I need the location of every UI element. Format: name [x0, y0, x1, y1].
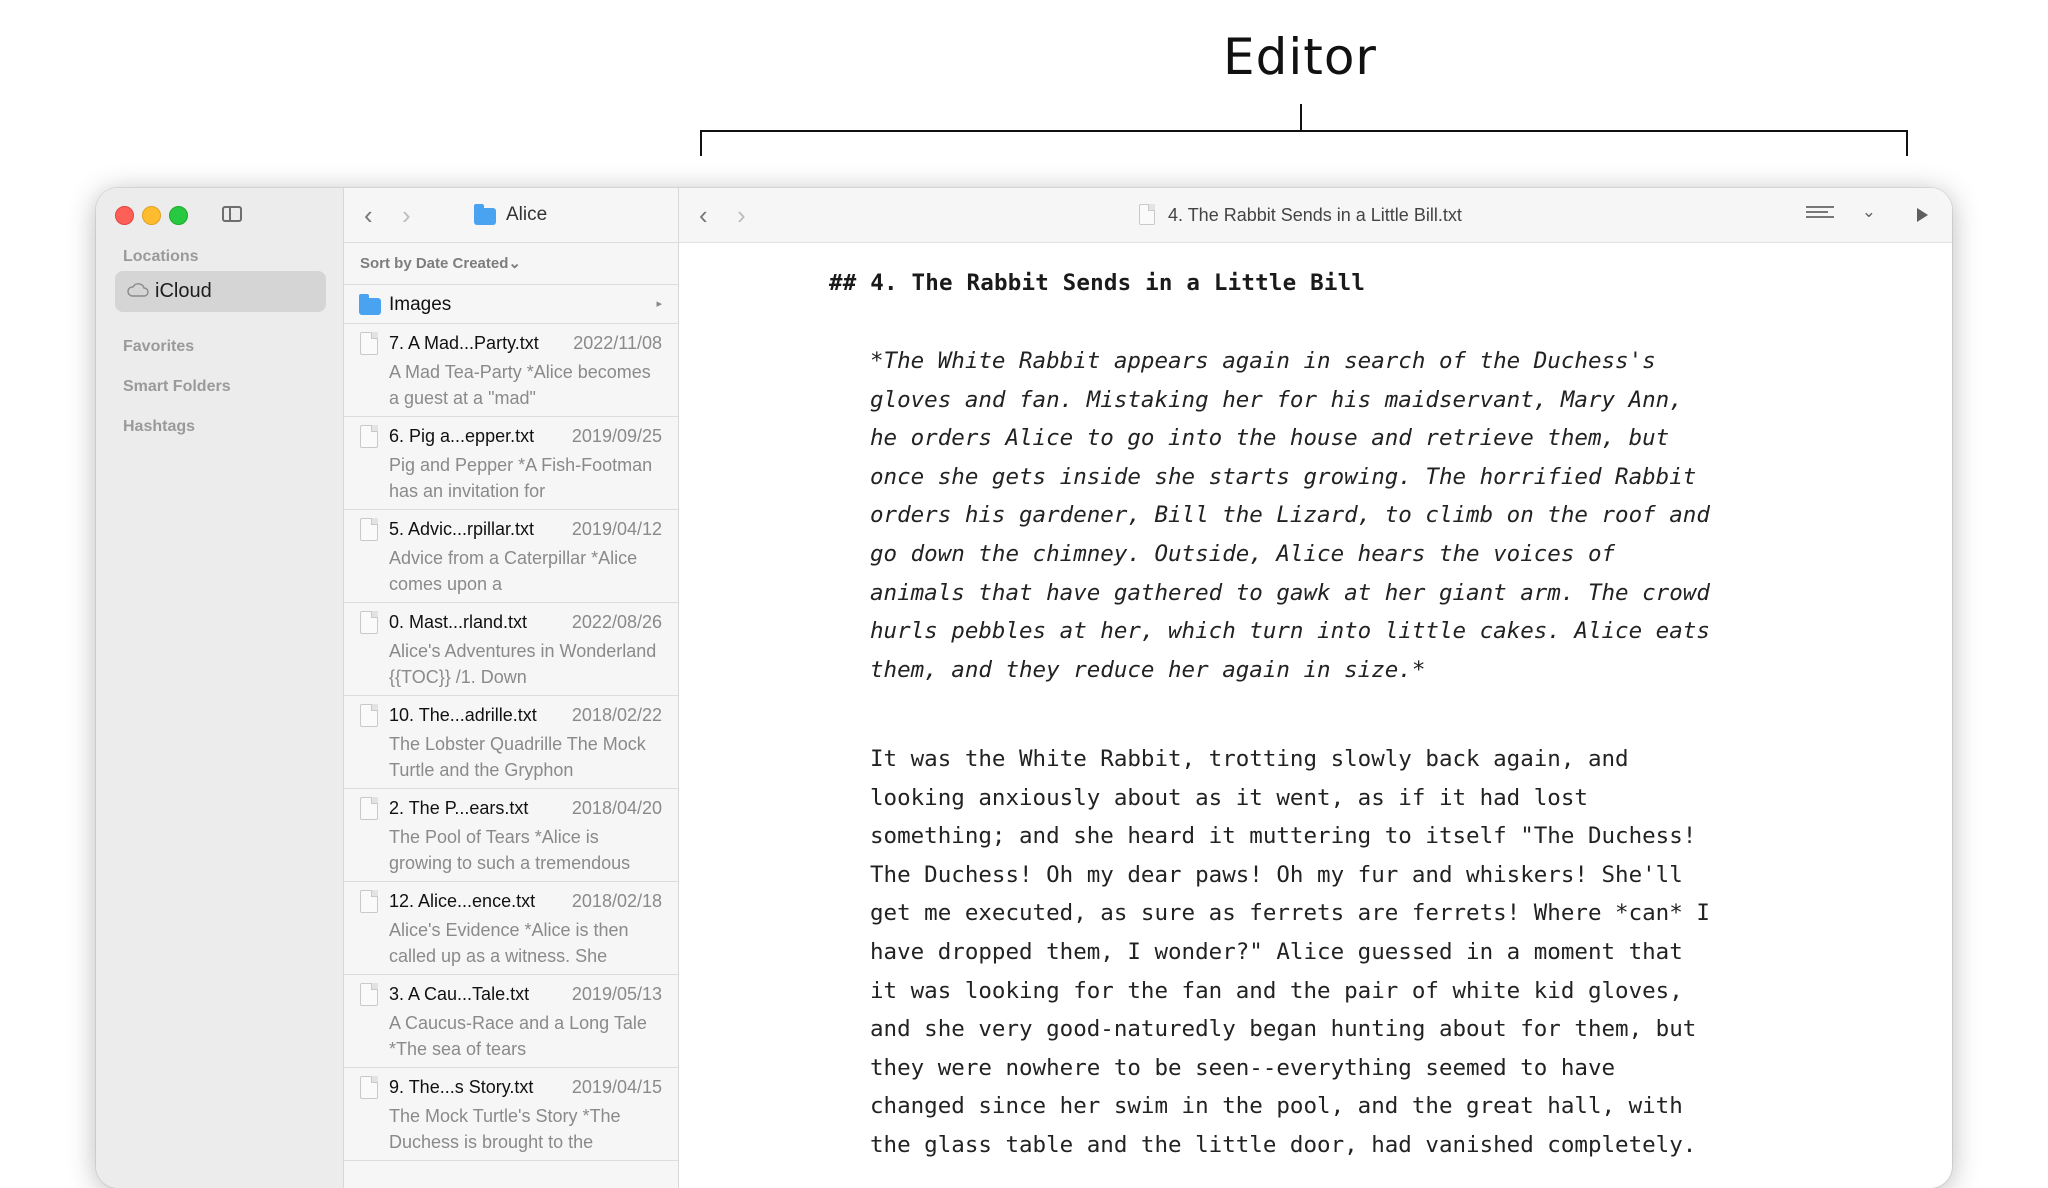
editor-header	[679, 188, 1952, 243]
file-row[interactable]	[344, 975, 678, 1068]
document-icon	[1139, 204, 1155, 225]
file-name: 5. Advic...rpillar.txt	[389, 519, 535, 539]
file-row[interactable]	[344, 603, 678, 696]
editor-text-area[interactable]	[679, 243, 1952, 1188]
file-preview: Alice's Evidence *Alice is then called up as a witness. She	[389, 920, 629, 966]
back-chevron-icon[interactable]: ‹	[364, 200, 373, 230]
callout-bracket-right	[1906, 130, 1908, 156]
file-date: 2018/02/18	[571, 891, 662, 911]
file-name: 0. Mast...rland.txt	[389, 612, 528, 632]
file-row[interactable]	[344, 324, 678, 417]
forward-chevron-icon[interactable]: ›	[737, 200, 746, 230]
file-date: 2018/02/22	[571, 705, 662, 725]
document-icon	[360, 518, 378, 541]
sort-label: Sort by Date Created⌄	[360, 255, 521, 272]
file-row[interactable]	[344, 696, 678, 789]
file-preview: The Pool of Tears *Alice is growing to such a tremendous	[389, 827, 631, 873]
file-name: 9. The...s Story.txt	[389, 1077, 534, 1097]
file-preview: The Lobster Quadrille The Mock Turtle and the Gryphon	[389, 734, 646, 780]
file-preview: Advice from a Caterpillar *Alice comes upon a	[389, 548, 638, 594]
file-name: 12. Alice...ence.txt	[389, 891, 536, 911]
file-row[interactable]	[344, 1068, 678, 1161]
file-date: 2019/09/25	[571, 426, 662, 446]
sort-control[interactable]	[344, 242, 678, 285]
editor-title	[1139, 204, 1559, 228]
file-date: 2022/08/26	[571, 612, 662, 632]
editor-summary-paragraph: *The White Rabbit appears again in search of the Duchess's gloves and fan. Mistaking her for his maidservant, Mary Ann, he orders Alice to go into the house and retrieve them, but once she gets inside she starts growing. The horrified Rabbit orders his gardener, Bill the Lizard, to climb on the roof and go down the chimney. Outside, Alice hears the voices of animals that have gathered to gawk at her giant arm. The crowd hurls pebbles at her, which turn into little cakes. Alice eats them, and they reduce her again in size.*	[870, 348, 1710, 683]
document-icon	[360, 983, 378, 1006]
zoom-window-button[interactable]	[169, 206, 188, 225]
document-icon	[360, 1076, 378, 1099]
sidebar	[96, 188, 344, 1188]
callout-title: Editor	[1223, 28, 1377, 86]
minimize-window-button[interactable]	[142, 206, 161, 225]
editor-title-text: 4. The Rabbit Sends in a Little Bill.txt	[1168, 205, 1462, 225]
callout-bracket	[700, 130, 1908, 132]
locations-header: Locations	[123, 248, 199, 265]
sidebar-item-smart-folders[interactable]: Smart Folders	[123, 378, 231, 395]
document-icon	[360, 425, 378, 448]
file-row[interactable]	[344, 789, 678, 882]
sidebar-item-hashtags[interactable]: Hashtags	[123, 418, 196, 435]
file-date: 2022/11/08	[573, 333, 662, 353]
file-preview: A Caucus-Race and a Long Tale *The sea of tears	[389, 1013, 647, 1059]
editor-body-paragraph: It was the White Rabbit, trotting slowly back again, and looking anxiously about as it went, as if it had lost something; and she heard it muttering to itself "The Duchess! The Duchess! Oh my dear paws! Oh my fur and whiskers! She'll get me executed, as sure as ferrets are ferrets! Where *can* I have dropped them, I wonder?" Alice guessed in a moment that it was looking for the fan and the pair of white kid gloves, and she very good-naturedly began hunting about for them, but they were nowhere to be seen--everything seemed to have changed since her swim in the pool, and the great hall, with the glass table and the little door, had vanished completely.	[870, 746, 1710, 1158]
document-icon	[360, 890, 378, 913]
folder-icon	[359, 298, 381, 315]
file-row[interactable]	[344, 882, 678, 975]
file-preview: The Mock Turtle's Story *The Duchess is brought to the	[389, 1106, 621, 1152]
sidebar-item-icloud[interactable]	[115, 271, 326, 312]
document-icon	[360, 611, 378, 634]
editor-pane	[679, 188, 1952, 1188]
sidebar-toggle-icon[interactable]	[222, 206, 242, 222]
callout-bracket-left	[700, 130, 702, 156]
sidebar-item-favorites[interactable]: Favorites	[123, 338, 195, 355]
file-list-header	[344, 188, 678, 243]
file-row[interactable]	[344, 417, 678, 510]
cloud-icon	[127, 283, 149, 297]
disclosure-arrow-icon[interactable]: ▸	[656, 298, 662, 310]
file-date: 2019/05/13	[571, 984, 662, 1004]
document-icon	[360, 704, 378, 727]
folder-title: Alice	[506, 204, 548, 225]
folder-row-label: Images	[389, 294, 452, 315]
outline-icon[interactable]	[1806, 206, 1834, 222]
file-name: 2. The P...ears.txt	[389, 798, 529, 818]
preview-play-icon[interactable]	[1917, 208, 1928, 222]
document-icon	[360, 332, 378, 355]
editor-heading: ## 4. The Rabbit Sends in a Little Bill	[829, 270, 1366, 296]
close-window-button[interactable]	[115, 206, 134, 225]
file-date: 2019/04/12	[571, 519, 662, 539]
file-preview: Alice's Adventures in Wonderland {{TOC}} /1. Down	[389, 641, 657, 687]
chevron-down-icon[interactable]: ⌄	[1861, 202, 1876, 221]
file-name: 10. The...adrille.txt	[389, 705, 537, 725]
file-preview: Pig and Pepper *A Fish-Footman has an invitation for	[389, 455, 653, 501]
document-icon	[360, 797, 378, 820]
file-name: 6. Pig a...epper.txt	[389, 426, 535, 446]
callout-bracket-center	[1300, 104, 1302, 130]
folder-icon	[474, 208, 496, 225]
file-name: 7. A Mad...Party.txt	[389, 333, 539, 353]
file-preview: A Mad Tea-Party *Alice becomes a guest at a "mad"	[389, 362, 651, 408]
file-row[interactable]	[344, 510, 678, 603]
file-date: 2018/04/20	[571, 798, 662, 818]
folder-row-images[interactable]	[344, 285, 678, 324]
forward-chevron-icon[interactable]: ›	[402, 200, 411, 230]
file-name: 3. A Cau...Tale.txt	[389, 984, 530, 1004]
file-list-pane	[344, 188, 679, 1188]
file-date: 2019/04/15	[571, 1077, 662, 1097]
app-window	[96, 188, 1952, 1188]
sidebar-item-label: iCloud	[155, 280, 212, 302]
back-chevron-icon[interactable]: ‹	[699, 200, 708, 230]
